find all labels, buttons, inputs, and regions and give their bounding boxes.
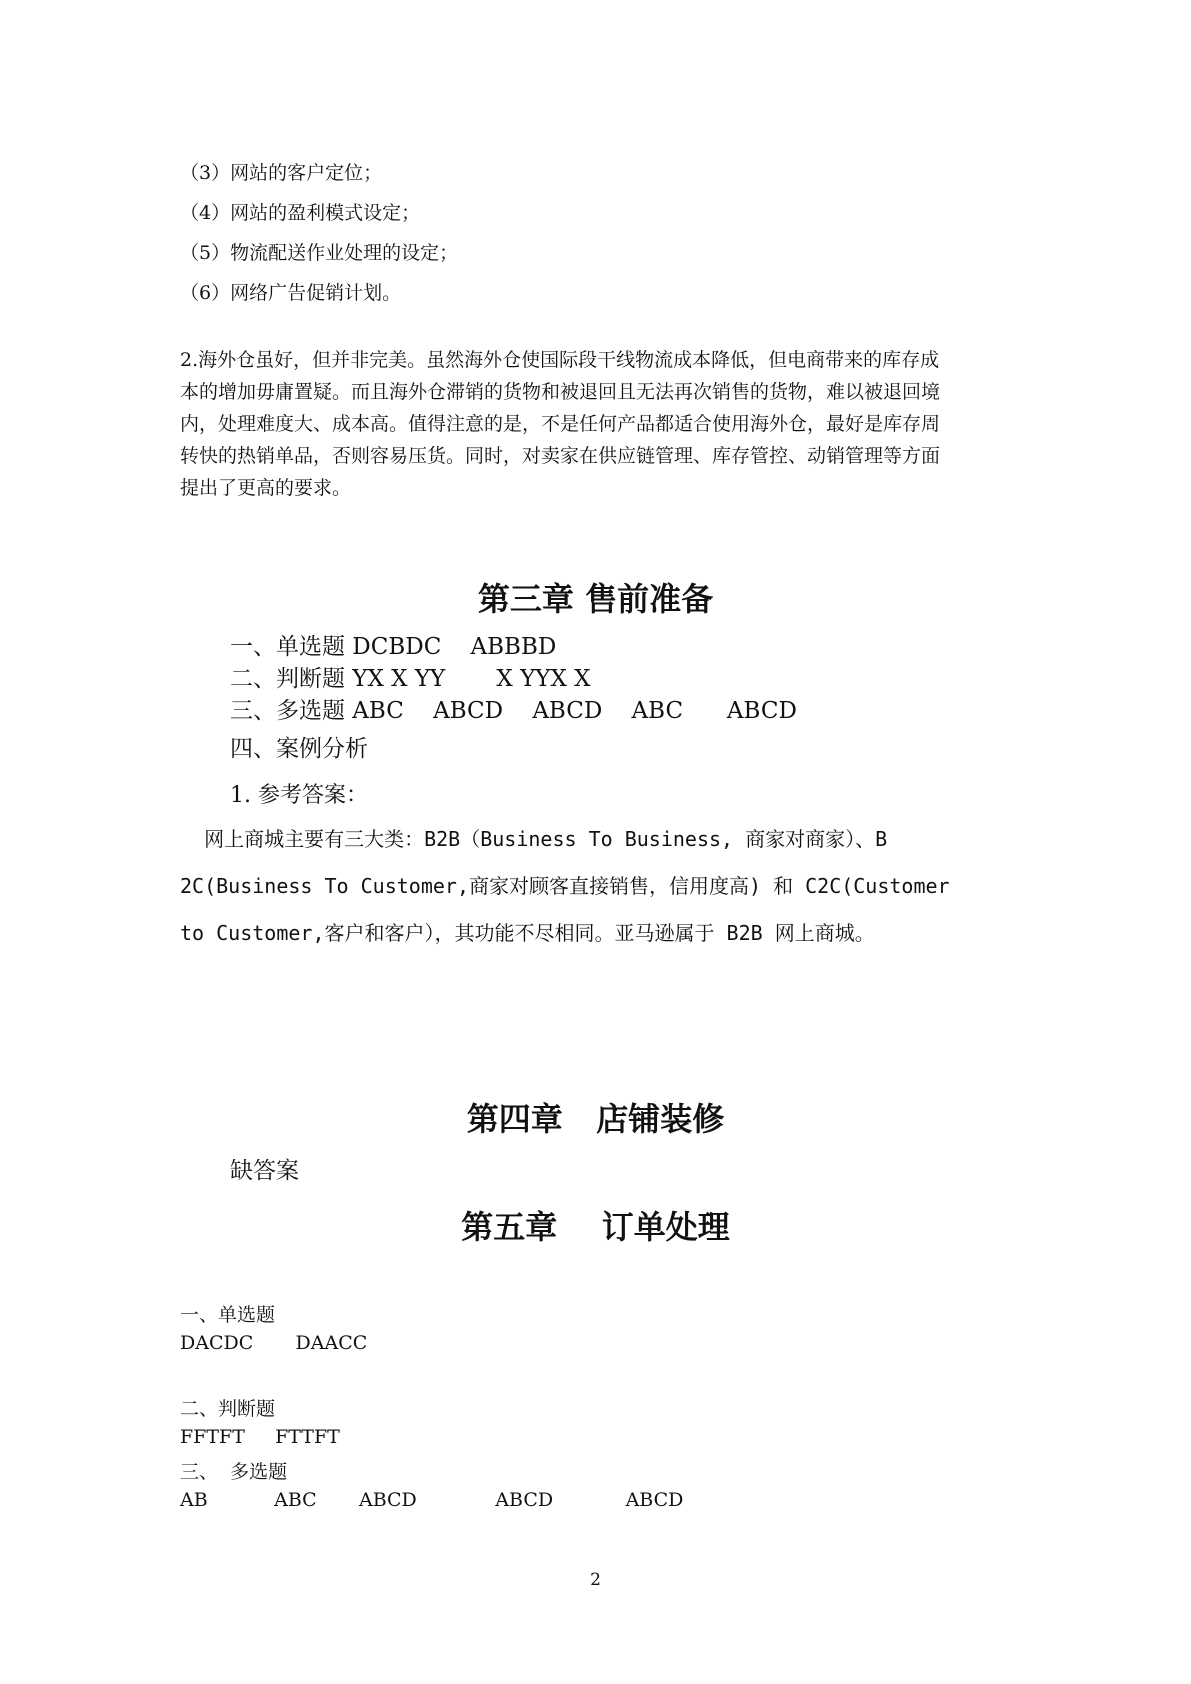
chapter4-title: 第四章 店铺装修 <box>466 1100 725 1138</box>
chapter3-title: 第三章 售前准备 <box>477 580 714 618</box>
chapter5-title: 第五章 订单处理 <box>461 1208 730 1246</box>
chapter5-multi-choice-answers: AB ABC ABCD ABCD ABCD <box>180 1489 684 1511</box>
chapter5-single-choice-answers: DACDC DAACC <box>180 1332 368 1354</box>
chapter3-answer-paragraph <box>180 816 1015 957</box>
chapter5-multi-choice-label: 三、 多选题 <box>180 1461 288 1483</box>
answer-line: to Customer,客户和客户），其功能不尽相同。亚马逊属于 B2B 网上商城。 <box>180 921 875 945</box>
list-item-5: （5）物流配送作业处理的设定； <box>180 242 459 264</box>
chapter3-reference-label: 1. 参考答案： <box>230 783 368 808</box>
paragraph-line: 本的增加毋庸置疑。而且海外仓滞销的货物和被退回且无法再次销售的货物，难以被退回境 <box>180 381 941 403</box>
chapter3-single-choice: 一、单选题 DCBDC ABBBD <box>230 634 557 660</box>
paragraph-overseas-warehouse <box>180 344 1015 504</box>
page-number: 2 <box>590 1570 601 1590</box>
list-item-4: （4）网站的盈利模式设定； <box>180 202 421 224</box>
paragraph-line: 转快的热销单品，否则容易压货。同时，对卖家在供应链管理、库存管控、动销管理等方面 <box>180 445 941 467</box>
chapter3-true-false: 二、判断题 YX X YY X YYX X <box>230 666 591 692</box>
paragraph-line: 2.海外仓虽好，但并非完美。虽然海外仓使国际段干线物流成本降低，但电商带来的库存成 <box>180 349 940 371</box>
chapter5-true-false-label: 二、判断题 <box>180 1398 276 1420</box>
paragraph-line: 提出了更高的要求。 <box>180 477 352 499</box>
chapter3-multi-choice: 三、多选题 ABC ABCD ABCD ABC ABCD <box>230 698 797 724</box>
answer-line: 网上商城主要有三大类：B2B（Business To Business, 商家对商家）、B <box>180 827 888 851</box>
paragraph-line: 内，处理难度大、成本高。值得注意的是，不是任何产品都适合使用海外仓，最好是库存周 <box>180 413 941 435</box>
list-item-6: （6）网络广告促销计划。 <box>180 282 402 304</box>
chapter3-case-analysis: 四、案例分析 <box>230 736 368 762</box>
answer-line: 2C(Business To Customer,商家对顾客直接销售，信用度高) 和 C2C(Customer <box>180 874 950 898</box>
list-item-3: （3）网站的客户定位； <box>180 162 383 184</box>
chapter4-missing-answer: 缺答案 <box>230 1158 299 1184</box>
chapter5-true-false-answers: FFTFT FTTFT <box>180 1426 340 1448</box>
chapter5-single-choice-label: 一、单选题 <box>180 1304 276 1326</box>
